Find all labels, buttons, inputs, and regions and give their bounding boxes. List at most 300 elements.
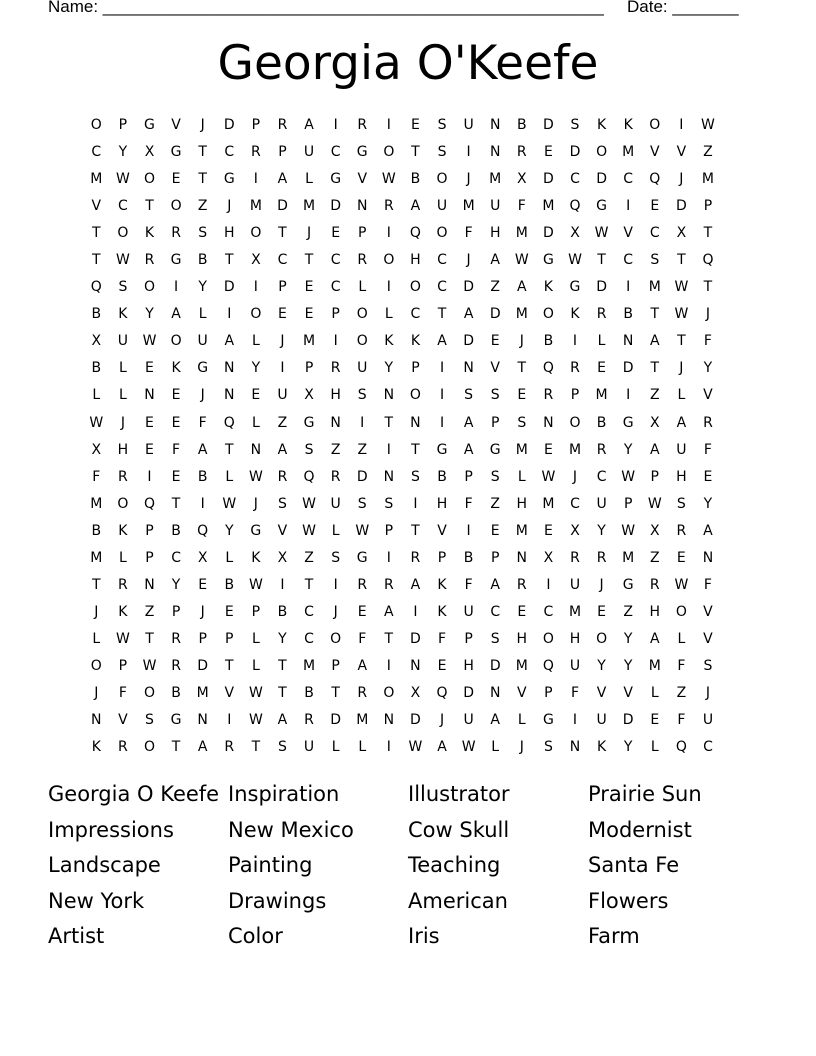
grid-letter: B xyxy=(277,603,288,620)
grid-letter: O xyxy=(542,630,554,647)
grid-letter: R xyxy=(304,712,314,729)
grid-letter: Q xyxy=(223,414,235,431)
grid-letter: O xyxy=(409,387,421,404)
grid-letter: K xyxy=(437,576,447,593)
grid-letter: W xyxy=(647,495,662,512)
grid-letter: P xyxy=(464,630,473,647)
grid-letter: A xyxy=(410,576,421,593)
grid-letter: E xyxy=(437,657,447,674)
grid-letter: N xyxy=(410,414,421,431)
grid-letter: I xyxy=(679,117,684,133)
grid-letter: H xyxy=(569,630,581,647)
grid-letter: J xyxy=(253,495,258,512)
grid-letter: W xyxy=(248,684,263,701)
grid-letter: D xyxy=(463,279,474,296)
grid-letter: E xyxy=(251,387,261,404)
grid-letter: C xyxy=(437,279,447,296)
grid-letter: V xyxy=(623,225,633,242)
grid-letter: D xyxy=(223,117,235,133)
grid-letter: D xyxy=(410,630,421,647)
grid-letter: C xyxy=(304,603,314,620)
grid-letter: R xyxy=(171,630,181,647)
grid-letter: V xyxy=(118,712,128,729)
grid-letter: N xyxy=(250,441,262,458)
grid-letter: P xyxy=(703,198,713,215)
grid-letter: T xyxy=(411,441,420,458)
grid-letter: T xyxy=(224,441,234,458)
grid-letter: Z xyxy=(277,414,288,431)
grid-letter: I xyxy=(546,576,551,593)
grid-letter: G xyxy=(197,360,209,377)
grid-letter: G xyxy=(356,144,368,161)
grid-letter: C xyxy=(330,144,341,161)
grid-letter: A xyxy=(197,441,208,458)
grid-letter: D xyxy=(543,225,554,242)
grid-letter: A xyxy=(437,333,447,350)
grid-letter: A xyxy=(703,522,713,539)
grid-letter: F xyxy=(118,684,127,701)
grid-letter: W xyxy=(381,171,396,188)
grid-letter: I xyxy=(200,495,205,512)
grid-letter: C xyxy=(410,306,421,323)
grid-letter: N xyxy=(543,414,554,431)
grid-letter: K xyxy=(437,603,447,620)
grid-letter: T xyxy=(677,333,686,350)
word-list-item: Georgia O Keefe xyxy=(48,782,220,806)
grid-letter: O xyxy=(436,171,448,188)
grid-letter: R xyxy=(596,306,607,323)
grid-letter: O xyxy=(569,414,581,431)
grid-letter: Q xyxy=(649,171,661,188)
grid-letter: R xyxy=(543,387,554,404)
grid-letter: Y xyxy=(278,630,287,647)
grid-letter: U xyxy=(463,117,474,133)
grid-letter: R xyxy=(277,117,288,133)
grid-letter: S xyxy=(490,387,500,404)
grid-letter: J xyxy=(94,684,99,701)
grid-letter: S xyxy=(278,495,287,512)
grid-letter: Q xyxy=(675,739,687,756)
grid-letter: R xyxy=(383,198,394,215)
grid-letter: T xyxy=(331,684,340,701)
grid-letter: Y xyxy=(703,360,713,377)
grid-letter: H xyxy=(436,495,448,512)
grid-letter: O xyxy=(117,495,129,512)
grid-letter: K xyxy=(596,117,607,133)
grid-letter: Y xyxy=(623,739,633,756)
grid-letter: U xyxy=(303,739,315,756)
grid-letter: T xyxy=(384,414,394,431)
grid-letter: P xyxy=(145,549,154,566)
grid-letter: L xyxy=(491,739,500,756)
grid-letter: K xyxy=(410,333,421,350)
grid-letter: E xyxy=(331,225,341,242)
grid-letter: M xyxy=(303,198,316,215)
grid-letter: V xyxy=(91,198,102,215)
grid-letter: M xyxy=(90,171,103,188)
grid-letter: O xyxy=(143,739,155,756)
grid-letter: T xyxy=(278,657,287,674)
grid-letter: H xyxy=(516,495,528,512)
grid-letter: A xyxy=(224,333,235,350)
grid-letter: V xyxy=(277,522,288,539)
grid-letter: E xyxy=(597,360,606,377)
grid-letter: S xyxy=(331,549,341,566)
grid-letter: A xyxy=(410,198,421,215)
grid-letter: O xyxy=(409,279,421,296)
grid-letter: I xyxy=(253,171,258,188)
grid-letter: T xyxy=(145,198,154,215)
grid-letter: F xyxy=(92,468,101,485)
grid-letter: Y xyxy=(145,306,154,323)
grid-letter: T xyxy=(171,495,181,512)
grid-letter: M xyxy=(303,333,316,350)
grid-letter: V xyxy=(437,522,447,539)
grid-letter: N xyxy=(356,198,368,215)
grid-letter: W xyxy=(248,468,263,485)
grid-letter: K xyxy=(251,549,261,566)
grid-letter: V xyxy=(596,684,607,701)
grid-letter: I xyxy=(626,279,631,296)
grid-letter: J xyxy=(679,171,684,188)
grid-letter: R xyxy=(277,468,288,485)
grid-letter: M xyxy=(648,657,661,674)
grid-letter: P xyxy=(331,306,340,323)
grid-letter: U xyxy=(596,495,607,512)
grid-letter: T xyxy=(411,522,420,539)
grid-letter: F xyxy=(464,225,473,242)
grid-letter: O xyxy=(383,144,395,161)
grid-letter: E xyxy=(357,603,367,620)
grid-letter: R xyxy=(357,576,368,593)
grid-letter: R xyxy=(330,468,341,485)
grid-letter: U xyxy=(330,495,341,512)
grid-letter: Y xyxy=(384,360,394,377)
grid-letter: X xyxy=(144,144,155,161)
word-list-item: Prairie Sun xyxy=(588,782,702,806)
grid-letter: D xyxy=(330,198,342,215)
grid-letter: N xyxy=(463,360,474,377)
grid-letter: W xyxy=(248,712,263,729)
grid-letter: P xyxy=(437,549,447,566)
grid-letter: O xyxy=(170,333,182,350)
grid-letter: N xyxy=(622,333,634,350)
word-list-item: Farm xyxy=(588,924,640,948)
grid-letter: N xyxy=(383,387,395,404)
grid-letter: X xyxy=(570,522,580,539)
grid-letter: T xyxy=(92,576,101,593)
grid-letter: A xyxy=(197,739,208,756)
word-list-item: American xyxy=(408,888,508,913)
grid-letter: W xyxy=(302,522,316,539)
grid-letter: R xyxy=(596,441,607,458)
grid-letter: J xyxy=(280,333,285,350)
grid-letter: W xyxy=(248,576,263,593)
grid-letter: O xyxy=(250,225,262,242)
grid-letter: S xyxy=(437,117,447,133)
grid-letter: X xyxy=(543,549,554,566)
grid-letter: Z xyxy=(490,495,500,512)
grid-letter: V xyxy=(676,144,687,161)
grid-letter: D xyxy=(356,468,368,485)
grid-letter: S xyxy=(118,279,128,296)
grid-letter: U xyxy=(596,712,607,729)
grid-letter: D xyxy=(543,117,554,133)
grid-letter: F xyxy=(198,414,207,431)
grid-letter: Y xyxy=(597,657,606,674)
grid-letter: P xyxy=(464,468,473,485)
grid-letter: U xyxy=(436,198,448,215)
grid-letter: R xyxy=(410,549,421,566)
grid-letter: H xyxy=(649,603,661,620)
grid-letter: L xyxy=(225,549,234,566)
grid-letter: K xyxy=(118,522,128,539)
word-list-item: Modernist xyxy=(588,817,692,842)
grid-letter: Y xyxy=(597,522,606,539)
grid-letter: T xyxy=(92,225,101,242)
grid-letter: R xyxy=(676,522,687,539)
grid-letter: M xyxy=(542,198,555,215)
grid-letter: P xyxy=(544,684,553,701)
grid-letter: S xyxy=(278,739,287,756)
grid-letter: Y xyxy=(623,657,633,674)
word-list-item: Santa Fe xyxy=(588,853,680,877)
grid-letter: T xyxy=(278,225,287,242)
grid-letter: V xyxy=(649,144,660,161)
grid-letter: O xyxy=(649,117,661,133)
grid-letter: T xyxy=(251,739,261,756)
grid-letter: M xyxy=(542,495,555,512)
grid-letter: I xyxy=(253,279,258,296)
grid-letter: U xyxy=(676,441,687,458)
grid-letter: S xyxy=(198,225,208,242)
grid-letter: M xyxy=(356,712,369,729)
grid-letter: L xyxy=(517,468,526,485)
header xyxy=(48,0,748,17)
grid-letter: E xyxy=(278,306,287,323)
grid-letter: G xyxy=(170,712,182,729)
grid-letter: J xyxy=(120,414,125,431)
grid-letter: O xyxy=(596,630,608,647)
grid-letter: V xyxy=(703,603,713,620)
grid-letter: T xyxy=(171,739,181,756)
grid-letter: Q xyxy=(90,279,102,296)
grid-letter: A xyxy=(277,171,288,188)
grid-letter: D xyxy=(277,198,288,215)
grid-letter: C xyxy=(437,252,447,269)
grid-letter: N xyxy=(224,360,235,377)
grid-letter: R xyxy=(596,549,607,566)
grid-letter: Z xyxy=(357,441,368,458)
grid-letter: U xyxy=(463,712,474,729)
grid-letter: Y xyxy=(224,522,234,539)
grid-letter: S xyxy=(543,739,553,756)
grid-letter: E xyxy=(171,414,181,431)
grid-letter: R xyxy=(357,252,368,269)
grid-letter: L xyxy=(251,657,260,674)
grid-letter: K xyxy=(623,117,633,133)
grid-letter: R xyxy=(516,576,527,593)
grid-letter: E xyxy=(650,712,660,729)
grid-letter: X xyxy=(304,387,314,404)
grid-letter: T xyxy=(198,171,207,188)
word-list-item: Impressions xyxy=(48,817,174,842)
grid-letter: P xyxy=(411,360,420,377)
grid-letter: P xyxy=(623,495,633,512)
word-list-item: Flowers xyxy=(588,888,669,913)
grid-letter: Q xyxy=(569,198,581,215)
grid-letter: S xyxy=(357,495,367,512)
grid-letter: Y xyxy=(251,360,261,377)
grid-letter: D xyxy=(410,712,421,729)
grid-letter: D xyxy=(197,657,209,674)
grid-letter: W xyxy=(674,306,689,323)
grid-letter: P xyxy=(384,522,394,539)
date-field-label: Date: _______ xyxy=(627,0,739,16)
grid-letter: G xyxy=(436,441,448,458)
grid-letter: W xyxy=(302,495,316,512)
grid-letter: I xyxy=(333,117,338,133)
grid-letter: W xyxy=(621,522,636,539)
grid-letter: W xyxy=(701,117,715,133)
grid-letter: H xyxy=(489,225,501,242)
grid-letter: I xyxy=(626,387,631,404)
grid-letter: H xyxy=(676,468,687,485)
grid-letter: M xyxy=(568,603,582,620)
grid-letter: I xyxy=(386,279,391,296)
grid-letter: M xyxy=(515,522,528,539)
word-list-item: Artist xyxy=(48,924,105,948)
grid-letter: I xyxy=(386,657,391,674)
grid-letter: J xyxy=(466,252,471,269)
grid-letter: C xyxy=(543,603,554,620)
grid-letter: D xyxy=(596,171,607,188)
grid-letter: M xyxy=(648,279,661,296)
grid-letter: S xyxy=(490,630,500,647)
grid-letter: T xyxy=(198,144,207,161)
grid-letter: A xyxy=(384,603,394,620)
grid-letter: W xyxy=(142,333,157,350)
grid-letter: W xyxy=(621,468,636,485)
grid-letter: J xyxy=(306,225,312,242)
grid-letter: W xyxy=(568,252,582,269)
grid-letter: L xyxy=(225,468,234,485)
grid-letter: J xyxy=(572,468,578,485)
letter-grid xyxy=(83,112,721,761)
grid-letter: Z xyxy=(649,549,660,566)
grid-letter: S xyxy=(490,468,500,485)
grid-letter: Y xyxy=(171,576,181,593)
grid-letter: E xyxy=(543,144,553,161)
grid-letter: Y xyxy=(118,144,128,161)
grid-letter: L xyxy=(331,739,340,756)
grid-letter: M xyxy=(595,387,608,404)
grid-letter: W xyxy=(541,468,556,485)
grid-letter: D xyxy=(569,144,581,161)
grid-letter: P xyxy=(490,414,500,431)
grid-letter: G xyxy=(303,414,315,431)
grid-letter: L xyxy=(118,360,127,377)
grid-letter: O xyxy=(250,306,262,323)
grid-letter: A xyxy=(463,306,474,323)
grid-letter: S xyxy=(517,414,527,431)
grid-letter: B xyxy=(410,171,421,188)
grid-letter: W xyxy=(142,657,157,674)
grid-letter: W xyxy=(674,279,689,296)
grid-letter: I xyxy=(360,414,365,431)
grid-letter: L xyxy=(118,387,127,404)
grid-letter: Y xyxy=(623,441,633,458)
grid-letter: G xyxy=(170,252,182,269)
grid-letter: E xyxy=(543,522,553,539)
grid-letter: O xyxy=(596,144,608,161)
grid-letter: L xyxy=(92,630,101,647)
grid-letter: K xyxy=(171,360,181,377)
grid-letter: H xyxy=(224,225,235,242)
grid-letter: G xyxy=(542,712,554,729)
word-list xyxy=(48,777,768,955)
grid-letter: M xyxy=(622,549,635,566)
grid-letter: F xyxy=(677,712,686,729)
grid-letter: U xyxy=(117,333,129,350)
grid-letter: T xyxy=(437,306,447,323)
grid-letter: I xyxy=(413,603,418,620)
grid-letter: D xyxy=(463,684,474,701)
grid-letter: R xyxy=(171,657,181,674)
grid-letter: T xyxy=(703,279,713,296)
grid-letter: M xyxy=(701,171,714,188)
grid-letter: O xyxy=(143,279,155,296)
grid-letter: A xyxy=(277,712,288,729)
grid-letter: A xyxy=(171,306,181,323)
grid-letter: R xyxy=(250,144,261,161)
grid-letter: W xyxy=(461,739,476,756)
grid-letter: O xyxy=(356,333,368,350)
grid-letter: D xyxy=(489,657,501,674)
grid-letter: N xyxy=(197,712,208,729)
grid-letter: U xyxy=(490,198,501,215)
grid-letter: A xyxy=(490,712,500,729)
grid-letter: V xyxy=(357,171,368,188)
grid-letter: P xyxy=(650,468,659,485)
grid-letter: I xyxy=(439,414,445,431)
grid-letter: F xyxy=(517,198,526,215)
grid-letter: I xyxy=(174,279,179,296)
grid-letter: I xyxy=(386,549,391,566)
grid-letter: N xyxy=(569,739,581,756)
grid-letter: L xyxy=(517,712,526,729)
grid-letter: T xyxy=(411,144,420,161)
grid-letter: B xyxy=(171,684,181,701)
grid-letter: M xyxy=(515,306,528,323)
grid-letter: F xyxy=(703,576,712,593)
word-list-item: Color xyxy=(228,924,283,948)
grid-letter: I xyxy=(333,333,338,350)
grid-letter: W xyxy=(115,630,130,647)
grid-letter: T xyxy=(597,252,606,269)
grid-letter: Y xyxy=(703,495,713,512)
grid-letter: K xyxy=(596,739,607,756)
grid-letter: L xyxy=(118,549,127,566)
grid-letter: I xyxy=(439,360,445,377)
grid-letter: Q xyxy=(542,360,554,377)
grid-letter: T xyxy=(517,360,527,377)
grid-letter: A xyxy=(277,441,288,458)
grid-letter: J xyxy=(599,576,604,593)
grid-letter: P xyxy=(198,630,207,647)
grid-letter: P xyxy=(490,549,500,566)
grid-letter: B xyxy=(91,306,102,323)
